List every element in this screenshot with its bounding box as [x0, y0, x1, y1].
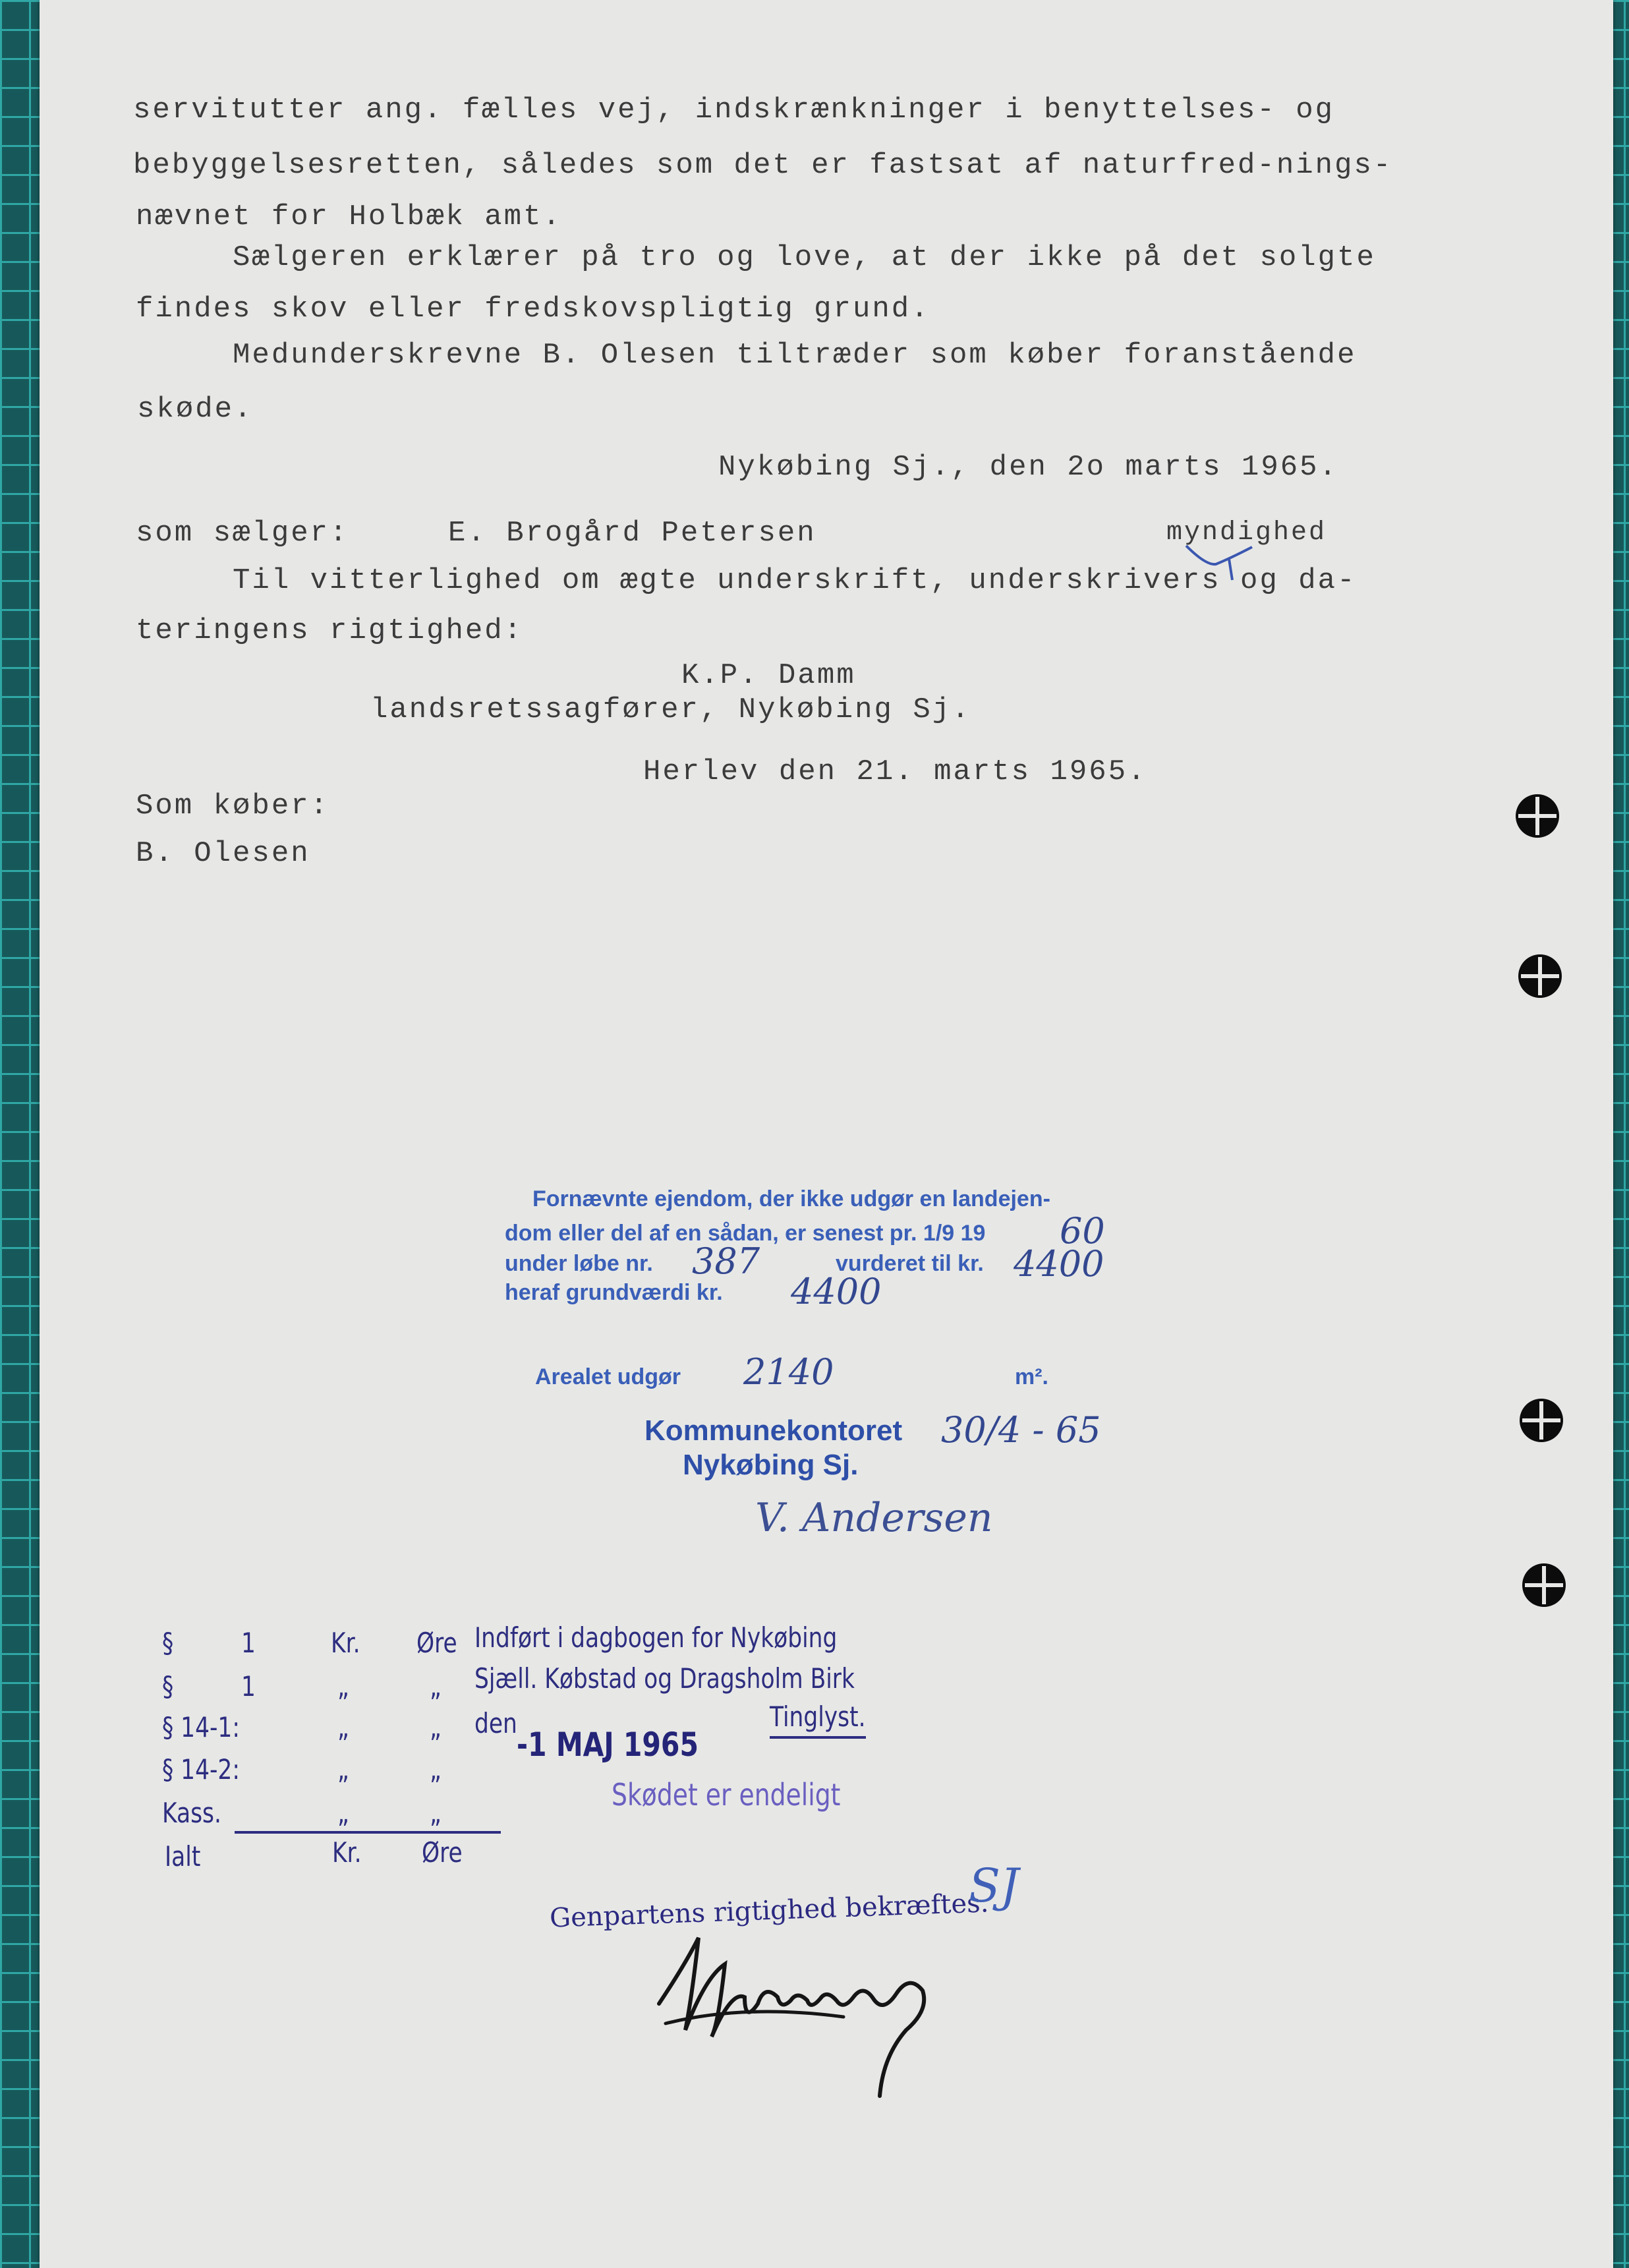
handwritten-area: 2140: [743, 1351, 834, 1393]
entry-den: den: [474, 1707, 517, 1739]
reg-mark: 1: [241, 1627, 256, 1659]
office-name: Kommunekontoret: [644, 1414, 903, 1447]
body-line: Medunderskrevne B. Olesen tiltræder som køber foranstående: [136, 339, 1357, 372]
reg-ore: Øre: [416, 1627, 457, 1659]
place-date: Nykøbing Sj., den 2o marts 1965.: [718, 451, 1338, 484]
buyer-label: Som køber:: [136, 790, 330, 823]
body-line: bebyggelsesretten, således som det er fastsat af naturfred-nings-: [133, 149, 1393, 182]
reg-kr: „: [337, 1797, 349, 1829]
handwritten-value: 4400: [1014, 1243, 1104, 1285]
seller-label: som sælger:: [136, 517, 349, 550]
valuation-stamp-line: dom eller del af en sådan, er senest pr. 1/9 19: [505, 1221, 986, 1246]
valuation-stamp-line: heraf grundværdi kr.: [505, 1280, 723, 1305]
reg-kr: Kr.: [331, 1627, 360, 1659]
office-place: Nykøbing Sj.: [683, 1449, 859, 1481]
witness-line: teringens rigtighed:: [136, 614, 524, 647]
tinglyst-label: Tinglyst.: [770, 1701, 866, 1733]
body-line: nævnet for Holbæk amt.: [136, 200, 562, 233]
handwritten-office-date: 30/4 - 65: [941, 1409, 1101, 1451]
witness-line: Til vitterlighed om ægte underskrift, underskrivers og da-: [136, 564, 1357, 597]
reg-ore: „: [430, 1797, 442, 1829]
reg-ore: Øre: [422, 1836, 463, 1869]
punch-hole-icon: [1520, 1399, 1563, 1442]
body-line: Sælgeren erklærer på tro og love, at der ikke på det solgte: [136, 241, 1376, 274]
witness-name: K.P. Damm: [681, 659, 856, 692]
reg-section: § 14-1:: [162, 1711, 240, 1743]
buyer-name: B. Olesen: [136, 837, 310, 870]
reg-kr: Kr.: [332, 1836, 362, 1869]
valuation-stamp-label: vurderet til kr.: [836, 1251, 984, 1276]
valuation-stamp-line: Fornævnte ejendom, der ikke udgør en landejen-: [532, 1186, 1050, 1211]
reg-section: § 14-2:: [162, 1753, 240, 1786]
punch-hole-icon: [1522, 1563, 1566, 1607]
reg-ore: „: [430, 1711, 442, 1743]
inserted-word: myndighed: [1166, 518, 1327, 548]
reg-ore: „: [430, 1670, 442, 1702]
initials-handwritten: SJ: [969, 1859, 1019, 1913]
area-label: Arealet udgør: [535, 1364, 681, 1389]
reg-kr: „: [337, 1753, 349, 1786]
punch-hole-icon: [1516, 794, 1559, 838]
entry-line: Indført i dagbogen for Nykøbing: [474, 1621, 838, 1654]
body-line: skøde.: [137, 393, 254, 426]
valuation-stamp-line: under løbe nr.: [505, 1251, 653, 1276]
place-date-2: Herlev den 21. marts 1965.: [643, 755, 1147, 788]
handwritten-lobe-nr: 387: [692, 1240, 760, 1282]
entry-line: Sjæll. Købstad og Dragsholm Birk: [474, 1662, 855, 1695]
handwritten-year: 60: [1060, 1210, 1105, 1252]
seller-name: E. Brogård Petersen: [448, 517, 816, 550]
reg-kr: „: [337, 1711, 349, 1743]
reg-mark: 1: [241, 1670, 256, 1702]
reg-section: §: [162, 1670, 174, 1702]
reg-ore: „: [430, 1753, 442, 1786]
witness-title: landsretssagfører, Nykøbing Sj.: [370, 693, 971, 726]
final-deed-stamp: Skødet er endeligt: [612, 1777, 841, 1813]
total-rule: [235, 1831, 501, 1834]
reg-section: §: [162, 1627, 174, 1659]
reg-kr: „: [337, 1670, 349, 1702]
registrar-signature: [646, 1925, 949, 2116]
office-signature: V. Andersen: [755, 1495, 993, 1541]
body-line: servitutter ang. fælles vej, indskrænkninger i benyttelses- og: [133, 94, 1335, 127]
punch-hole-icon: [1518, 954, 1562, 998]
reg-section: Kass.: [162, 1797, 221, 1829]
copy-certification: Genpartens rigtighed bekræftes.: [549, 1888, 990, 1934]
entry-date-stamp: -1 MAJ 1965: [517, 1726, 699, 1764]
handwritten-ground-value: 4400: [791, 1271, 882, 1312]
area-unit: m².: [1015, 1364, 1048, 1389]
reg-section: Ialt: [165, 1840, 201, 1873]
tinglyst-underline: [770, 1736, 866, 1739]
body-line: findes skov eller fredskovspligtig grund.: [136, 293, 930, 326]
